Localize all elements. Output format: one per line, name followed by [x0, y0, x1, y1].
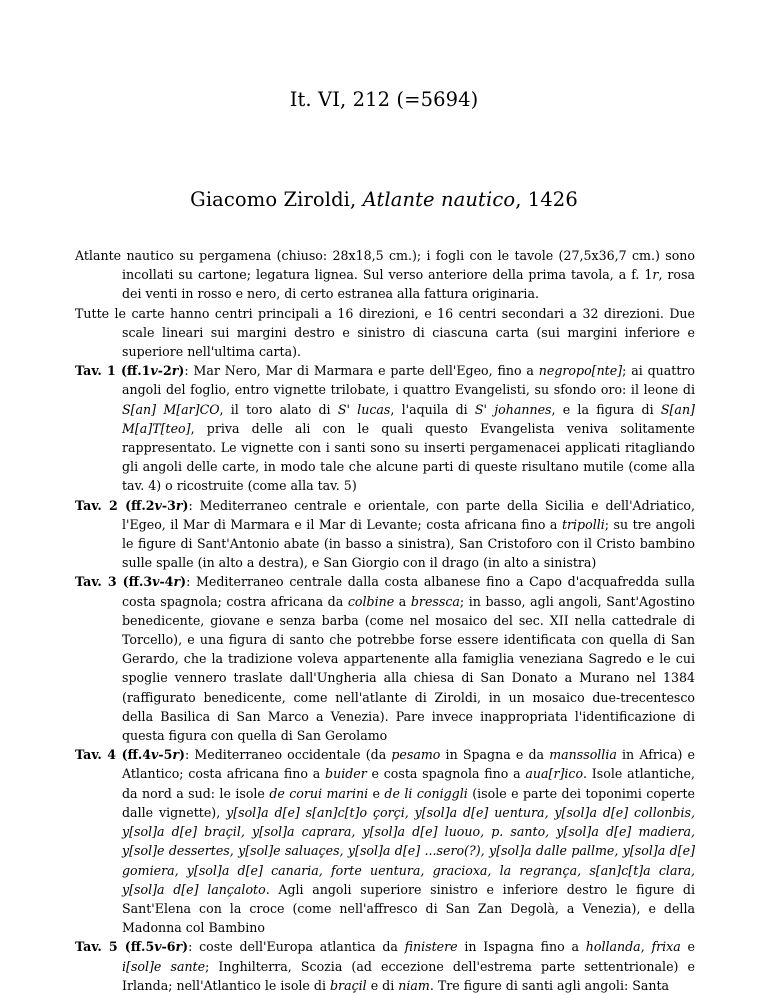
work-title-heading: Giacomo Ziroldi, Atlante nautico, 1426: [190, 188, 578, 211]
tav-3-paragraph: Tav. 3 (ff.3v-4r): Mediterraneo centrale dalla costa albanese fino a Capo d'acquafredda sulla costa spagnola; costra africana da colbine a bressca; in basso, agli angoli, Sant'Agostino benedicente, giovane e senza barba (come nel mosaico del sec. XII nella cattedrale di Torcello), e una figura di santo che potrebbe forse essere identificata con quella di San Gerardo, che la tradizione voleva appartenente alla famiglia veneziana Sagredo e le cui spoglie vennero traslate dall'Ungheria alla chiesa di San Donato a Murano nel 1384 (raffigurato benedicente, come nell'atlante di Ziroldi, in un mosaico due-trecentesco della Basilica di San Marco a Venezia). Pare invece inappropriata l'identificazione di questa figura con quella di San Gerolamo: [75, 574, 695, 744]
tav-5-label: Tav. 5 (ff.5v-6r): [75, 939, 189, 955]
intro-paragraph-2: Tutte le carte hanno centri principali a 16 direzioni, e 16 centri secondari a 32 direzioni. Due scale lineari sui margini destro e sinistro di ciascuna carta (sui margini inferiore e superiore nell'ultima carta).: [75, 305, 695, 360]
tav-4-paragraph: Tav. 4 (ff.4v-5r): Mediterraneo occidentale (da pesamo in Spagna e da manssollia in Africa) e Atlantico; costa africana fino a buider e costa spagnola fino a aua[r]ico. Isole atlantiche, da nord a sud: le isole de corui marini e de li coniggli (isole e parte dei toponimi coperte dalle vignette), y[sol]a d[e] s[an]c[t]o çorçi, y[sol]a d[e] uentura, y[sol]a d[e] collonbis, y[sol]a d[e] braçil, y[sol]a caprara, y[sol]a d[e] luouo, p. santo, y[sol]a d[e] madiera, y[sol]e dessertes, y[sol]e saluaçes, y[sol]a d[e] ...sero(?), y[sol]a dalle pallme, y[sol]a d[e] gomiera, y[sol]a d[e] canaria, forte uentura, gracioxa, la regrança, s[an]c[t]a clara, y[sol]a d[e] lançaloto. Agli angoli superiore sinistro e inferiore destro le figure di Sant'Elena con la croce (come nell'affresco di San Zan Degolà, a Venezia), e della Madonna col Bambino: [75, 747, 695, 936]
tav-2-paragraph: Tav. 2 (ff.2v-3r): Mediterraneo centrale e orientale, con parte della Sicilia e dell'Adriatico, l'Egeo, il Mar di Marmara e il Mar di Levante; costa africana fino a tripolli; su tre angoli le figure di Sant'Antonio abate (in basso a sinistra), San Cristoforo con il Cristo bambino sulle spalle (in alto a destra), e San Giorgio con il drago (in alto a sinistra): [75, 497, 695, 571]
work-title: Atlante nautico: [362, 188, 516, 211]
tav-1-label: Tav. 1 (ff.1v-2r): [75, 363, 185, 379]
tav-5-paragraph: Tav. 5 (ff.5v-6r): coste dell'Europa atlantica da finistere in Ispagna fino a hollanda, frixa e i[sol]e sante; Inghilterra, Scozia (ad eccezione dell'estrema parte settentrionale) e Irlanda; nell'Atlantico le isole di braçil e di niam. Tre figure di santi agli angoli: Santa: [75, 939, 695, 993]
tav-4-label: Tav. 4 (ff.4v-5r): [75, 747, 185, 763]
tav-2-label: Tav. 2 (ff.2v-3r): [75, 497, 189, 513]
intro-paragraph-1: Atlante nautico su pergamena (chiuso: 28x18,5 cm.); i fogli con le tavole (27,5x36,7 cm.) sono incollati su cartone; legatura lignea. Sul verso anteriore della prima tavola, a f. 1r, rosa dei venti in rosso e nero, di certo estranea alla fattura originaria.: [75, 248, 695, 302]
author-name: Giacomo Ziroldi: [190, 188, 351, 211]
work-year: 1426: [527, 188, 578, 211]
shelfmark-heading: [0, 88, 768, 112]
shelfmark-text: It. VI, 212 (=5694): [289, 88, 479, 111]
catalogue-entry-body: [75, 246, 695, 995]
tav-1-paragraph: Tav. 1 (ff.1v-2r): Mar Nero, Mar di Marmara e parte dell'Egeo, fino a negropo[nte]; ai quattro angoli del foglio, entro vignette trilobate, i quattro Evangelisti, su sfondo oro: il leone di S[an] M[ar]CO, il toro alato di S' lucas, l'aquila di S' johannes, e la figura di S[an] M[a]T[teo], priva delle ali con le quali questo Evangelista veniva solitamente rappresentato. Le vignette con i santi sono su inserti pergamenacei applicati ritagliando gli angoli delle carte, in modo tale che alcune parti di queste risultano mutile (come alla tav. 4) o ricostruite (come alla tav. 5): [75, 363, 695, 494]
tav-3-label: Tav. 3 (ff.3v-4r): [75, 574, 187, 590]
